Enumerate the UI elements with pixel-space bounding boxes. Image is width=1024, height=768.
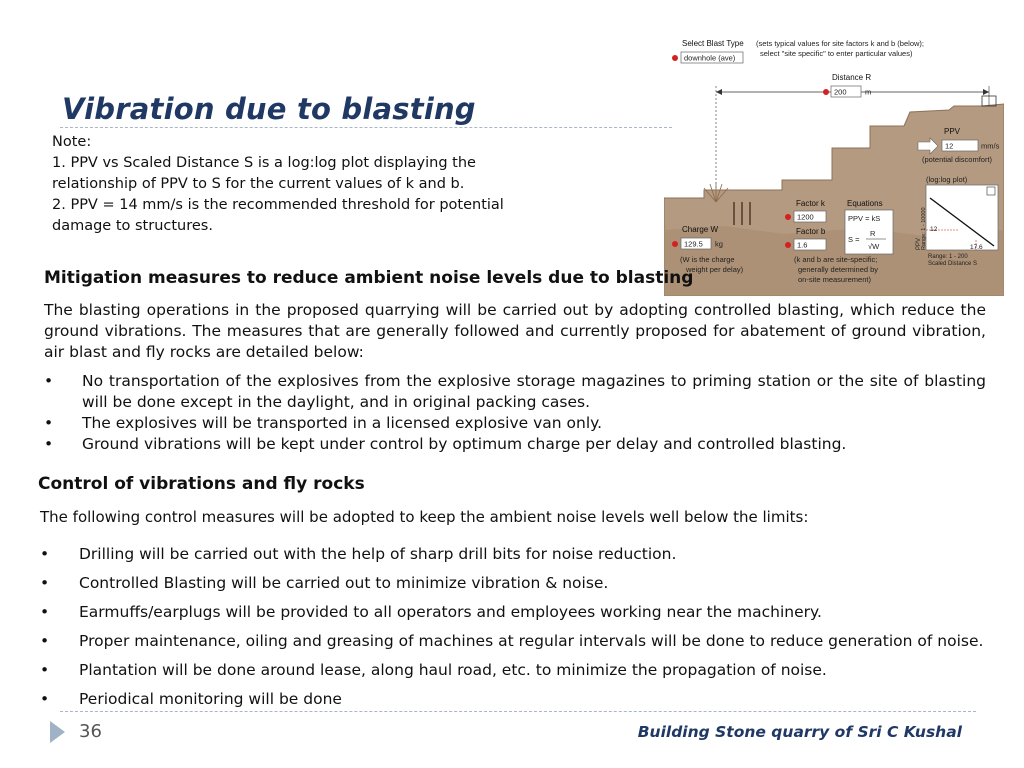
kb-note-3: on-site measurement) bbox=[798, 275, 871, 284]
list-item-text: The explosives will be transported in a licensed explosive van only. bbox=[82, 414, 603, 432]
mitigation-bullet-list bbox=[44, 371, 986, 455]
list-item-text: Periodical monitoring will be done bbox=[79, 690, 342, 708]
control-heading: Control of vibrations and fly rocks bbox=[38, 474, 365, 494]
equation-s-numerator: R bbox=[870, 229, 876, 238]
charge-unit: kg bbox=[715, 239, 723, 249]
factor-b-label: Factor b bbox=[796, 227, 826, 236]
marker-dot bbox=[672, 55, 678, 61]
marker-dot bbox=[823, 89, 829, 95]
equation-s-denominator: √W bbox=[868, 242, 880, 251]
charge-label: Charge W bbox=[682, 225, 719, 234]
bullet-icon: • bbox=[40, 603, 50, 621]
list-item bbox=[44, 413, 986, 434]
list-item-text: Drilling will be carried out with the help of sharp drill bits for noise reduction. bbox=[79, 545, 677, 563]
bullet-icon: • bbox=[44, 435, 54, 453]
list-item-text: No transportation of the explosives from the explosive storage magazines to priming station or the site of blasting will be done except in the daylight, and in original packing cases. bbox=[82, 372, 986, 411]
list-item-text: Earmuffs/earplugs will be provided to all operators and employees working near the machinery. bbox=[79, 603, 822, 621]
mitigation-heading: Mitigation measures to reduce ambient noise levels due to blasting bbox=[44, 268, 694, 288]
bullet-icon: • bbox=[44, 414, 54, 432]
title-divider bbox=[60, 127, 672, 128]
ppv-note: (potential discomfort) bbox=[922, 155, 993, 164]
list-item bbox=[40, 602, 991, 622]
equations-label: Equations bbox=[847, 199, 883, 208]
charge-note-1: (W is the charge bbox=[680, 255, 735, 264]
list-item-text: Ground vibrations will be kept under control by optimum charge per delay and controlled blasting. bbox=[82, 435, 847, 453]
note-line: relationship of PPV to S for the current values of k and b. bbox=[52, 176, 465, 192]
loglog-label: (log:log plot) bbox=[926, 175, 968, 184]
select-blast-type-label: Select Blast Type bbox=[682, 39, 744, 48]
kb-note-1: (k and b are site-specific; bbox=[794, 255, 878, 264]
distance-unit: m bbox=[865, 87, 872, 97]
blast-type-value: downhole (ave) bbox=[684, 53, 736, 63]
select-hint-line-2: select "site specific" to enter particular values) bbox=[760, 49, 913, 58]
factor-k-value: 1200 bbox=[797, 212, 814, 222]
slide-arrow-icon bbox=[50, 721, 65, 743]
list-item bbox=[40, 573, 991, 593]
list-item-text: Proper maintenance, oiling and greasing of machines at regular intervals will be done to reduce generation of noise. bbox=[79, 632, 984, 650]
ppv-unit: mm/s bbox=[981, 141, 1000, 151]
control-bullet-list bbox=[40, 544, 991, 718]
list-item bbox=[44, 434, 986, 455]
factor-k-label: Factor k bbox=[796, 199, 825, 208]
kb-note-2: generally determined by bbox=[798, 265, 879, 274]
control-paragraph: The following control measures will be adopted to keep the ambient noise levels well below the limits: bbox=[40, 508, 809, 526]
list-item bbox=[40, 689, 991, 709]
ppv-value: 12 bbox=[945, 141, 954, 151]
slide-title: Vibration due to blasting bbox=[62, 92, 476, 126]
list-item bbox=[40, 544, 991, 564]
select-hint-line-1: (sets typical values for site factors k and b (below); bbox=[756, 39, 924, 48]
note-block bbox=[52, 132, 612, 237]
list-item bbox=[40, 660, 991, 680]
marker-dot bbox=[785, 242, 791, 248]
mitigation-paragraph: The blasting operations in the proposed quarrying will be carried out by adopting controlled blasting, which reduce the ground vibrations. The measures that are generally followed and currently proposed for abatement of ground vibration, air blast and fly rocks are detailed below: bbox=[44, 301, 986, 361]
plot-y-range: Range: 1 - 10000 bbox=[921, 207, 927, 250]
note-line: damage to structures. bbox=[52, 218, 213, 234]
distance-value: 200 bbox=[834, 87, 847, 97]
bullet-icon: • bbox=[40, 661, 50, 679]
equation-s: S = bbox=[848, 235, 860, 244]
plot-y-axis-label: PPV bbox=[916, 237, 922, 250]
page-number: 36 bbox=[79, 721, 102, 742]
bullet-icon: • bbox=[44, 372, 54, 390]
list-item bbox=[40, 631, 991, 651]
charge-value: 129.5 bbox=[684, 239, 703, 249]
marker-dot bbox=[672, 241, 678, 247]
note-line: 1. PPV vs Scaled Distance S is a log:log plot displaying the bbox=[52, 155, 476, 171]
plot-x-axis-label: Scaled Distance S bbox=[928, 261, 978, 267]
list-item-text: Plantation will be done around lease, along haul road, etc. to minimize the propagation of noise. bbox=[79, 661, 827, 679]
distance-label: Distance R bbox=[832, 73, 872, 82]
list-item-text: Controlled Blasting will be carried out to minimize vibration & noise. bbox=[79, 574, 609, 592]
bullet-icon: • bbox=[40, 574, 50, 592]
bullet-icon: • bbox=[40, 690, 50, 708]
blast-vibration-figure bbox=[664, 30, 1004, 296]
plot-x-range: Range: 1 - 200 bbox=[928, 254, 968, 260]
ppv-label: PPV bbox=[944, 127, 961, 136]
bullet-icon: • bbox=[40, 545, 50, 563]
footer-divider bbox=[60, 711, 976, 712]
list-item bbox=[44, 371, 986, 413]
marker-dot bbox=[785, 214, 791, 220]
note-line: 2. PPV = 14 mm/s is the recommended threshold for potential bbox=[52, 197, 504, 213]
note-line: Note: bbox=[52, 134, 92, 150]
plot-17-label: 17.6 bbox=[970, 244, 983, 251]
equation-ppv: PPV = kS bbox=[848, 214, 881, 223]
bullet-icon: • bbox=[40, 632, 50, 650]
blast-figure-svg bbox=[664, 30, 1004, 296]
factor-b-value: 1.6 bbox=[797, 240, 808, 250]
charge-note-2: weight per delay) bbox=[686, 265, 744, 274]
plot-12-label: 12 bbox=[930, 226, 938, 233]
footer-title: Building Stone quarry of Sri C Kushal bbox=[637, 723, 962, 741]
